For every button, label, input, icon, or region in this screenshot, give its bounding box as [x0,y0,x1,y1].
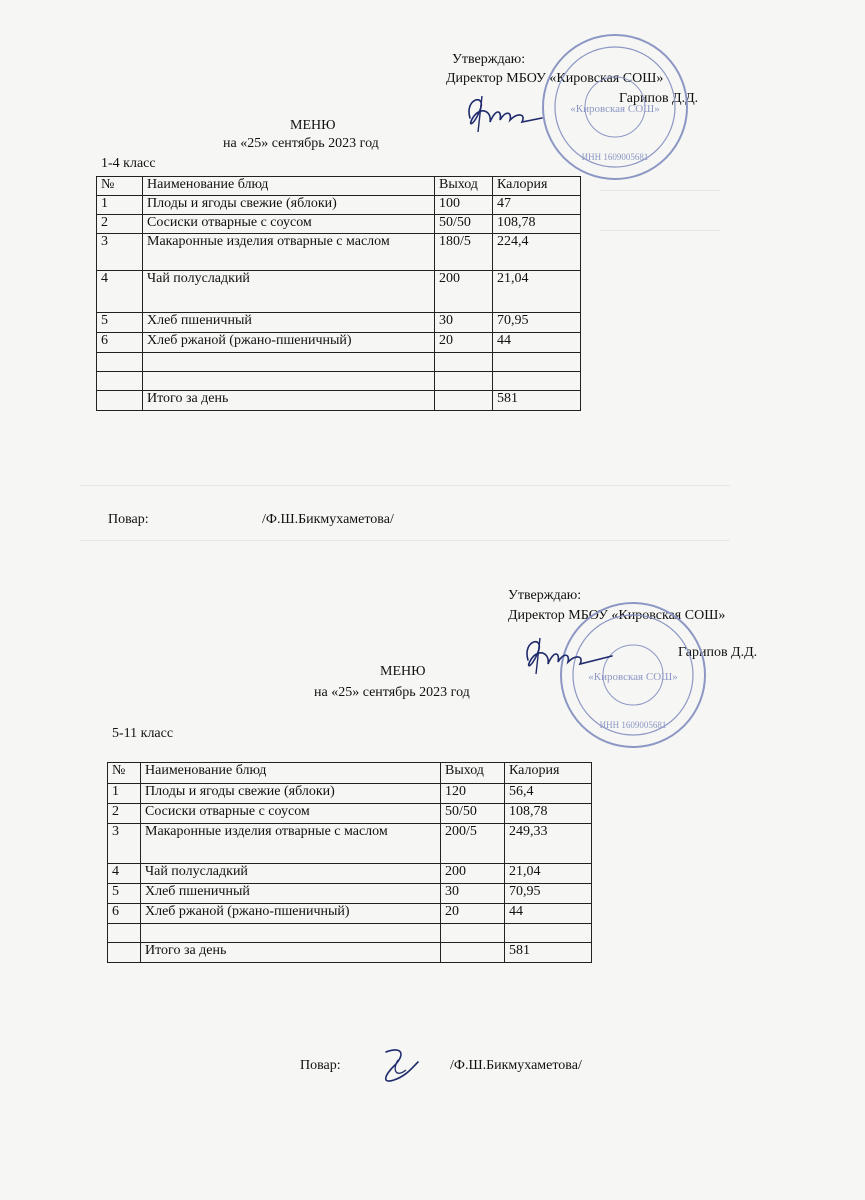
table-row [108,924,592,943]
dish-name: Макаронные изделия отварные с маслом [143,234,435,271]
row-number [108,924,141,943]
total-empty-cell [435,391,493,411]
dish-calories [493,353,581,372]
director-signature [462,88,552,138]
row-number: 4 [108,864,141,884]
row-number: 5 [97,313,143,333]
dish-name: Макаронные изделия отварные с маслом [141,824,441,864]
table-row [108,804,592,824]
total-empty-cell [108,943,141,963]
row-number [97,372,143,391]
header-cell: № [97,177,143,196]
row-number [97,353,143,372]
table-row [97,313,581,333]
dish-yield: 30 [441,884,505,904]
dish-calories: 108,78 [493,215,581,234]
dish-yield: 50/50 [435,215,493,234]
row-number: 3 [97,234,143,271]
dish-name: Чай полусладкий [143,271,435,313]
header-cell: № [108,763,141,784]
menu-date: на «25» сентябрь 2023 год [223,136,379,151]
dish-yield: 120 [441,784,505,804]
bleed-line [600,230,720,231]
dish-yield [441,924,505,943]
stamp-center-text: «Кировская СОШ» [588,671,678,683]
row-number: 2 [97,215,143,234]
dish-name: Хлеб ржаной (ржано-пшеничный) [141,904,441,924]
cook-name: /Ф.Ш.Бикмухаметова/ [262,512,394,527]
dish-calories: 44 [505,904,592,924]
row-number: 2 [108,804,141,824]
row-number: 3 [108,824,141,864]
total-value: 581 [505,943,592,963]
header-cell: Калория [493,177,581,196]
dish-name: Сосиски отварные с соусом [143,215,435,234]
dish-yield: 100 [435,196,493,215]
bleed-line [80,540,730,541]
table-row [97,353,581,372]
menu-title: МЕНЮ [380,664,426,679]
dish-calories: 249,33 [505,824,592,864]
dish-calories [493,372,581,391]
dish-calories: 108,78 [505,804,592,824]
dish-yield [435,372,493,391]
dish-yield: 20 [441,904,505,924]
total-value: 581 [493,391,581,411]
table-total-row [108,943,592,963]
total-empty-cell [441,943,505,963]
approval-label: Утверждаю: [508,588,582,603]
table-row [108,824,592,864]
approval-director: Директор МБОУ «Кировская СОШ» [508,608,726,623]
class-label: 1-4 класс [101,156,156,171]
header-cell: Наименование блюд [143,177,435,196]
table-row [97,215,581,234]
dish-calories: 44 [493,333,581,353]
bleed-line [600,190,720,191]
total-label: Итого за день [143,391,435,411]
dish-name [143,353,435,372]
dish-yield: 200 [441,864,505,884]
row-number: 4 [97,271,143,313]
dish-calories: 56,4 [505,784,592,804]
row-number: 6 [108,904,141,924]
table-total-row [97,391,581,411]
school-stamp [540,32,690,182]
dish-yield [435,353,493,372]
total-label: Итого за день [141,943,441,963]
cook-label: Повар: [300,1058,341,1073]
dish-calories: 21,04 [493,271,581,313]
stamp-inn-text: ИНН 1609005681 [581,152,649,162]
dish-yield: 200 [435,271,493,313]
header-cell: Наименование блюд [141,763,441,784]
dish-name [143,372,435,391]
dish-name: Сосиски отварные с соусом [141,804,441,824]
dish-name: Хлеб пшеничный [141,884,441,904]
stamp-inn-text: ИНН 1609005681 [599,720,667,730]
dish-name: Чай полусладкий [141,864,441,884]
director-signature [520,630,620,680]
table-row [97,234,581,271]
dish-yield: 20 [435,333,493,353]
table-row [108,784,592,804]
dish-name: Плоды и ягоды свежие (яблоки) [141,784,441,804]
table-header-row [97,177,581,196]
cook-label: Повар: [108,512,149,527]
menu-title: МЕНЮ [290,118,336,133]
dish-yield: 180/5 [435,234,493,271]
dish-name: Хлеб пшеничный [143,313,435,333]
row-number: 5 [108,884,141,904]
approval-director: Директор МБОУ «Кировская СОШ» [446,71,664,86]
table-row [97,196,581,215]
dish-yield: 30 [435,313,493,333]
table-row [97,271,581,313]
header-cell: Выход [441,763,505,784]
dish-name [141,924,441,943]
row-number: 6 [97,333,143,353]
cook-name: /Ф.Ш.Бикмухаметова/ [450,1058,582,1073]
total-empty-cell [97,391,143,411]
dish-calories: 70,95 [505,884,592,904]
dish-calories: 47 [493,196,581,215]
class-label: 5-11 класс [112,726,174,741]
table-header-row [108,763,592,784]
dish-calories: 224,4 [493,234,581,271]
table-row [108,904,592,924]
approval-name: Гарипов Д.Д. [619,91,699,106]
row-number: 1 [108,784,141,804]
cook-signature [372,1040,432,1090]
dish-yield: 50/50 [441,804,505,824]
menu-date: на «25» сентябрь 2023 год [314,685,470,700]
header-cell: Выход [435,177,493,196]
header-cell: Калория [505,763,592,784]
table-row [97,333,581,353]
dish-calories [505,924,592,943]
table-row [97,372,581,391]
dish-calories: 21,04 [505,864,592,884]
dish-calories: 70,95 [493,313,581,333]
table-row [108,884,592,904]
table-row [108,864,592,884]
menu-table [107,762,592,963]
bleed-line [80,485,730,486]
dish-name: Плоды и ягоды свежие (яблоки) [143,196,435,215]
approval-name: Гарипов Д.Д. [678,645,758,660]
row-number: 1 [97,196,143,215]
dish-yield: 200/5 [441,824,505,864]
stamp-center-text: «Кировская СОШ» [570,103,660,115]
approval-label: Утверждаю: [452,52,526,67]
dish-name: Хлеб ржаной (ржано-пшеничный) [143,333,435,353]
menu-table [96,176,581,411]
